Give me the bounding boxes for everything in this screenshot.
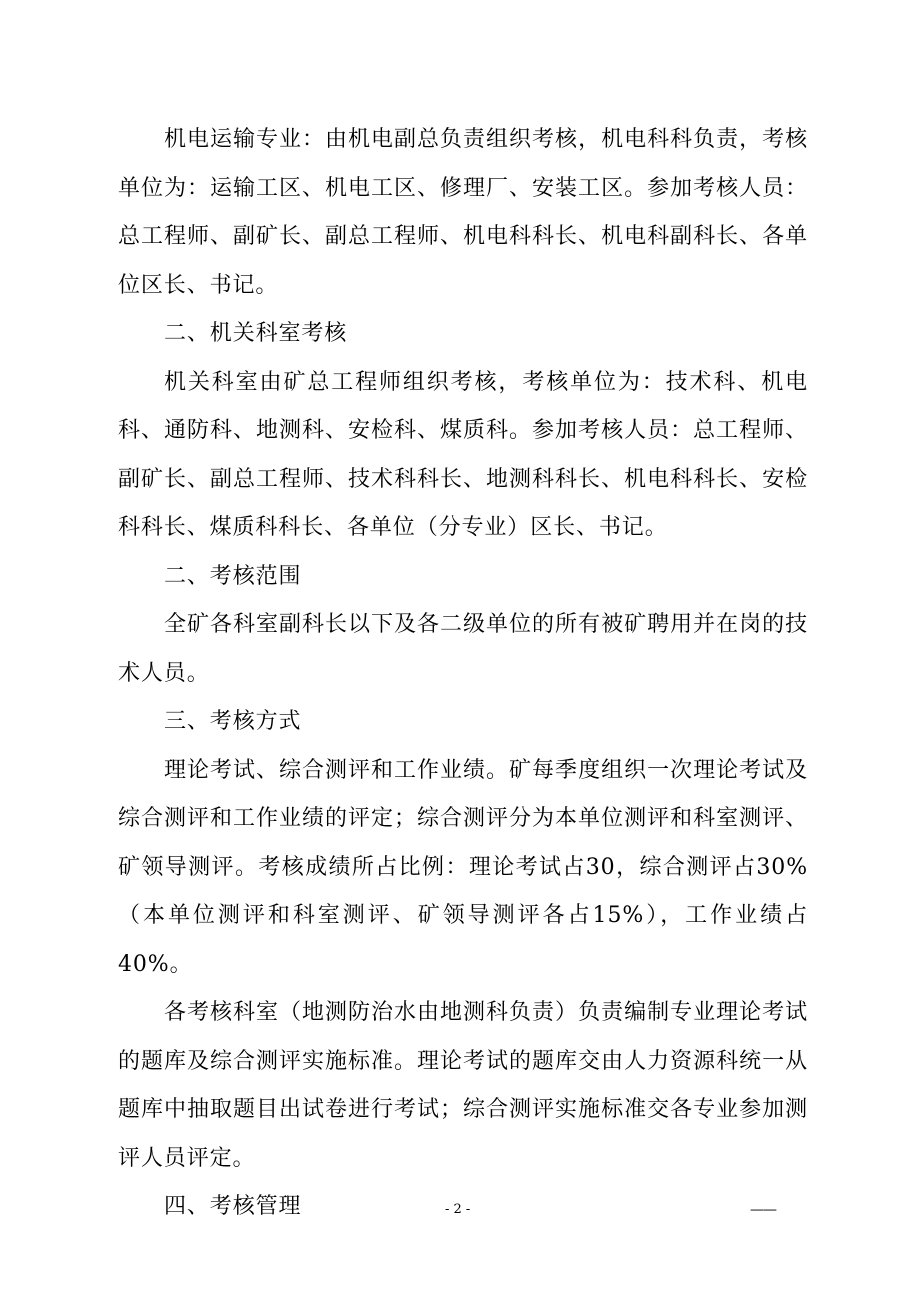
page-footer — [0, 1202, 920, 1226]
paragraph-office-assessment: 机关科室由矿总工程师组织考核，考核单位为：技术科、机电科、通防科、地测科、安检科、煤质科。参加考核人员：总工程师、副矿长、副总工程师、技术科科长、地测科科长、机电科科长、安检科科长、煤质科科长、各单位（分专业）区长、书记。 — [118, 369, 808, 540]
paragraph-question-bank: 各考核科室（地测防治水由地测科负责）负责编制专业理论考试的题库及综合测评实施标准。理论考试的题库交由人力资源科统一从题库中抽取题目出试卷进行考试；综合测评实施标准交各专业参加测评人员评定。 — [118, 1000, 808, 1171]
paragraph-mechanical-transport: 机电运输专业：由机电副总负责组织考核，机电科科负责，考核单位为：运输工区、机电工区、修理厂、安装工区。参加考核人员：总工程师、副矿长、副总工程师、机电科科长、机电科副科长、各单位区长、书记。 — [118, 127, 808, 298]
heading-office-assessment: 二、机关科室考核 — [164, 321, 348, 346]
heading-assessment-management: 四、考核管理 — [164, 1194, 302, 1219]
document-body — [118, 116, 808, 1232]
footer-dash: —— — [750, 1202, 776, 1218]
page-number: - 2 - — [445, 1202, 471, 1217]
heading-assessment-scope: 二、考核范围 — [164, 563, 302, 589]
paragraph-assessment-method: 理论考试、综合测评和工作业绩。矿每季度组织一次理论考试及综合测评和工作业绩的评定；综合测评分为本单位测评和科室测评、矿领导测评。考核成绩所占比例：理论考试占30，综合测评占30%（本单位测评和科室测评、矿领导测评各占15%），工作业绩占40%。 — [118, 757, 808, 977]
heading-assessment-method: 三、考核方式 — [164, 709, 302, 734]
paragraph-assessment-scope: 全矿各科室副科长以下及各二级单位的所有被矿聘用并在岗的技术人员。 — [118, 612, 808, 686]
